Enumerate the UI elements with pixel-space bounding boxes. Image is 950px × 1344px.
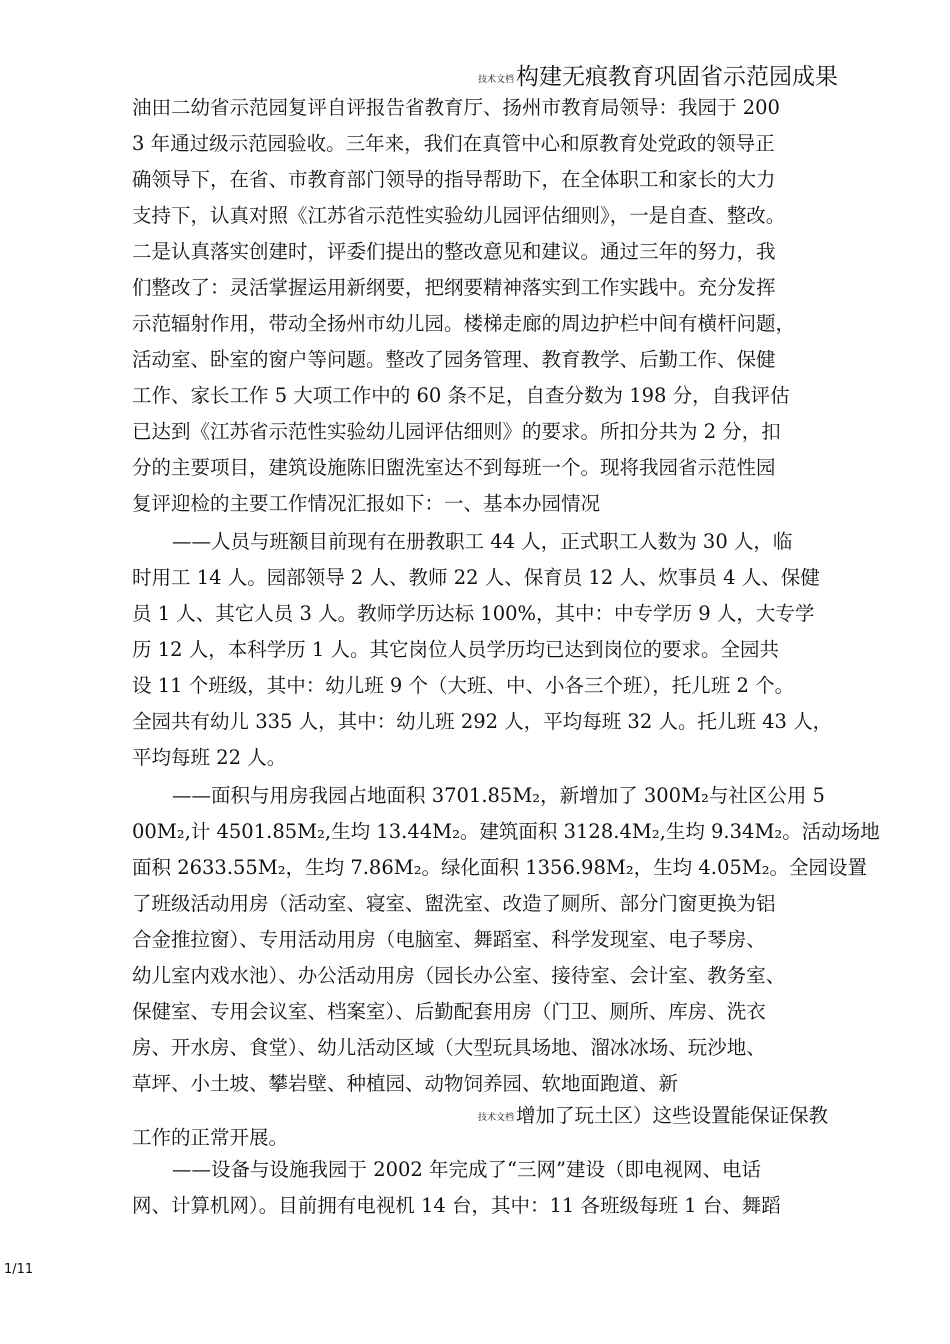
body-line: 活动室、卧室的窗户等问题。整改了园务管理、教育教学、后勤工作、保健 bbox=[132, 348, 776, 371]
body-line: 网、计算机网）。目前拥有电视机 14 台，其中：11 各班级每班 1 台、舞蹈 bbox=[132, 1194, 781, 1217]
body-line: 房、开水房、食堂）、幼儿活动区域（大型玩具场地、溜冰冰场、玩沙地、 bbox=[132, 1036, 766, 1059]
body-line: 草坪、小土坡、攀岩壁、种植园、动物饲养园、软地面跑道、新 bbox=[132, 1072, 679, 1095]
body-line: 确领导下，在省、市教育部门领导的指导帮助下，在全体职工和家长的大力 bbox=[132, 168, 776, 191]
page-break-header bbox=[478, 1100, 828, 1128]
page-header bbox=[478, 58, 838, 91]
body-line: 3 年通过级示范园验收。三年来，我们在真管中心和原教育处党政的领导正 bbox=[132, 132, 775, 155]
body-line: ——面积与用房我园占地面积 3701.85M₂，新增加了 300M₂与社区公用 5 bbox=[172, 784, 825, 807]
body-line: 示范辐射作用，带动全扬州市幼儿园。楼梯走廊的周边护栏中间有横杆问题， bbox=[132, 312, 796, 335]
body-line: 历 12 人，本科学历 1 人。其它岗位人员学历均已达到岗位的要求。全园共 bbox=[132, 638, 780, 661]
body-line: 们整改了：灵活掌握运用新纲要，把纲要精神落实到工作实践中。充分发挥 bbox=[132, 276, 776, 299]
body-line: 时用工 14 人。园部领导 2 人、教师 22 人、保育员 12 人、炊事员 4 人、保健 bbox=[132, 566, 820, 589]
body-line: 平均每班 22 人。 bbox=[132, 746, 287, 769]
header-title: 构建无痕教育巩固省示范园成果 bbox=[516, 64, 839, 90]
body-line: 面积 2633.55M₂，生均 7.86M₂。绿化面积 1356.98M₂，生均 4.05M₂。全园设置 bbox=[132, 856, 868, 879]
body-line: 油田二幼省示范园复评自评报告省教育厅、扬州市教育局领导：我园于 200 bbox=[132, 96, 780, 119]
body-line: 已达到《江苏省示范性实验幼儿园评估细则》的要求。所扣分共为 2 分，扣 bbox=[132, 420, 781, 443]
body-line: 工作的正常开展。 bbox=[132, 1126, 289, 1149]
body-line: ——设备与设施我园于 2002 年完成了“三网”建设（即电视网、电话 bbox=[172, 1158, 761, 1181]
body-line: 复评迎检的主要工作情况汇报如下：一、基本办园情况 bbox=[132, 492, 601, 515]
body-line: ——人员与班额目前现有在册教职工 44 人，正式职工人数为 30 人，临 bbox=[172, 530, 793, 553]
page-number: 1/11 bbox=[4, 1262, 34, 1277]
body-line: 全园共有幼儿 335 人，其中：幼儿班 292 人，平均每班 32 人。托儿班 43 人， bbox=[132, 710, 833, 733]
body-line: 分的主要项目，建筑设施陈旧盥洗室达不到每班一个。现将我园省示范性园 bbox=[132, 456, 776, 479]
body-line: 工作、家长工作 5 大项工作中的 60 条不足，自查分数为 198 分，自我评估 bbox=[132, 384, 790, 407]
body-line: 合金推拉窗）、专用活动用房（电脑室、舞蹈室、科学发现室、电子琴房、 bbox=[132, 928, 766, 951]
body-line: 幼儿室内戏水池）、办公活动用房（园长办公室、接待室、会计室、教务室、 bbox=[132, 964, 786, 987]
body-line: 00M₂,计 4501.85M₂,生均 13.44M₂。建筑面积 3128.4M₂,生均 9.34M₂。活动场地 bbox=[132, 820, 880, 843]
mid-text: 增加了玩土区）这些设置能保证保教 bbox=[516, 1104, 829, 1127]
body-line: 保健室、专用会议室、档案室）、后勤配套用房（门卫、厕所、库房、洗衣 bbox=[132, 1000, 766, 1023]
body-line: 员 1 人、其它人员 3 人。教师学历达标 100%，其中：中专学历 9 人，大专学 bbox=[132, 602, 815, 625]
body-line: 了班级活动用房（活动室、寝室、盥洗室、改造了厕所、部分门窗更换为铝 bbox=[132, 892, 776, 915]
header-small-label: 技术文档 bbox=[478, 75, 515, 85]
body-line: 设 11 个班级，其中：幼儿班 9 个（大班、中、小各三个班），托儿班 2 个。 bbox=[132, 674, 795, 697]
body-line: 二是认真落实创建时，评委们提出的整改意见和建议。通过三年的努力，我 bbox=[132, 240, 776, 263]
body-line: 支持下，认真对照《江苏省示范性实验幼儿园评估细则》，一是自查、整改。 bbox=[132, 204, 786, 227]
mid-small-label: 技术文档 bbox=[478, 1113, 515, 1123]
